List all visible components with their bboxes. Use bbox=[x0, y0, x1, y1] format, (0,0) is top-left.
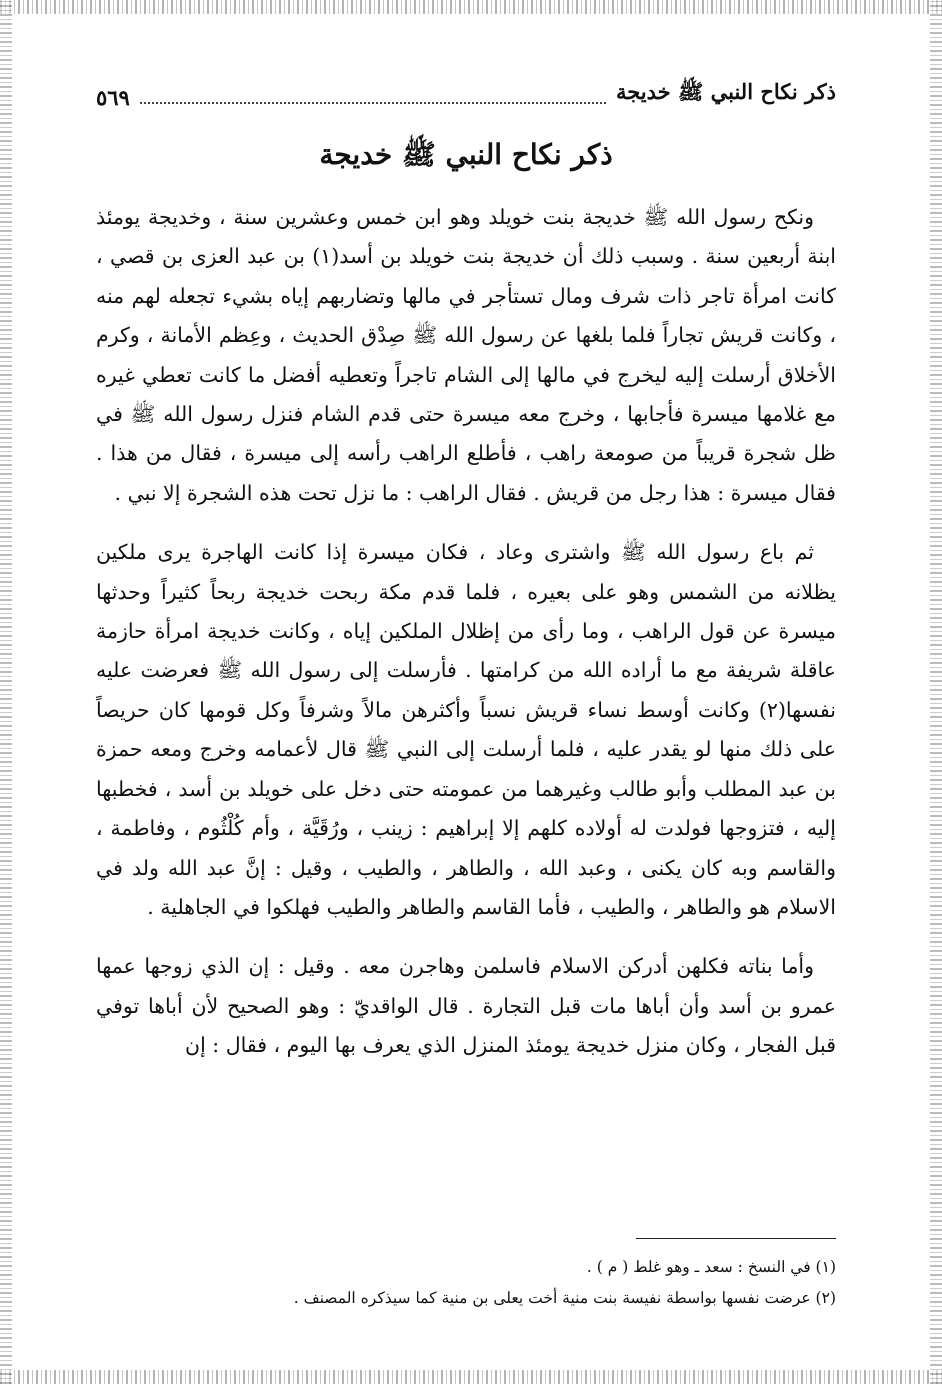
page-number: ٥٦٩ bbox=[96, 85, 130, 110]
body-text bbox=[96, 198, 836, 1066]
footnote-1: (١) في النسخ : سعد ـ وهو غلط ( م ) . bbox=[586, 1258, 836, 1276]
paragraph-2: ثم باع رسول الله ﷺ واشترى وعاد ، فكان ميسرة إذا كانت الهاجرة يرى ملكين يظلانه من الشمس وهو على بعيره ، فلما قدم مكة ربحت خديجة ربحاً كثيراً وحدثها ميسرة عن قول الراهب ، وما رأى من إظلال الملكين إياه ، وكانت خديجة امرأة حازمة عاقلة شريفة مع ما أراده الله من كرامتها . فأرسلت إلى رسول الله ﷺ فعرضت عليه نفسها(٢) وكانت أوسط نساء قريش نسباً وأكثرهن مالاً وشرفاً وكل قومها كان حريصاً على ذلك منها لو يقدر عليه ، فلما أرسلت إلى النبي ﷺ قال لأعمامه وخرج ومعه حمزة بن عبد المطلب وأبو طالب وغيرهما من عمومته حتى دخل على خويلد بن أسد ، فخطبها إليه ، فتزوجها فولدت له أولاده كلهم إلا إبراهيم : زينب ، ورُقَيَّة ، وأم كُلْثُوم ، وفاطمة ، والقاسم وبه كان يكنى ، وعبد الله ، والطاهر ، والطيب ، وقيل : إنَّ عبد الله ولد في الاسلام هو والطاهر ، والطيب ، فأما القاسم والطاهر والطيب فهلكوا في الجاهلية . bbox=[96, 540, 836, 919]
footnote-separator bbox=[636, 1238, 836, 1239]
footnote-2: (٢) عرضت نفسها بواسطة نفيسة بنت منية أخت يعلى بن منية كما سيذكره المصنف . bbox=[293, 1289, 836, 1307]
running-header bbox=[96, 80, 836, 110]
footnotes bbox=[96, 1252, 836, 1314]
paragraph-3: وأما بناته فكلهن أدركن الاسلام فاسلمن وهاجرن معه . وقيل : إن الذي زوجها عمها عمرو بن أسد وأن أباها مات قبل التجارة . قال الواقديّ : وهو الصحيح لأن أباها توفي قبل الفجار ، وكان منزل خديجة يومئذ المنزل الذي يعرف بها اليوم ، فقال : إن bbox=[96, 954, 836, 1058]
paragraph-1: ونكح رسول الله ﷺ خديجة بنت خويلد وهو ابن خمس وعشرين سنة ، وخديجة يومئذ ابنة أربعين سنة . وسبب ذلك أن خديجة بنت خويلد بن أسد(١) بن عبد العزى بن قصي ، كانت امرأة تاجر ذات شرف ومال تستأجر في مالها وتضاربهم إياه بشيء تجعله لهم منه ، وكانت قريش تجاراً فلما بلغها عن رسول الله ﷺ صِدْق الحديث ، وعِظم الأمانة ، وكرم الأخلاق أرسلت إليه ليخرج في مالها إلى الشام تاجراً وتعطيه أفضل ما كانت تعطي غيره مع غلامها ميسرة فأجابها ، وخرج معه ميسرة حتى قدم الشام فنزل رسول الله ﷺ في ظل شجرة قريباً من صومعة راهب ، فأطلع الراهب رأسه إلى ميسرة ، فقال من هذا . فقال ميسرة : هذا رجل من قريش . فقال الراهب : ما نزل تحت هذه الشجرة إلا نبي . bbox=[96, 205, 836, 505]
ornamental-border-left bbox=[0, 0, 12, 1384]
header-dotted-leader bbox=[140, 101, 606, 104]
ornamental-border-top bbox=[0, 0, 942, 14]
ornamental-border-right bbox=[930, 0, 942, 1384]
running-header-title: ذكر نكاح النبي ﷺ خديجة bbox=[615, 79, 836, 104]
ornamental-border-bottom bbox=[0, 1370, 942, 1384]
chapter-title: ذكر نكاح النبي ﷺ خديجة bbox=[319, 138, 613, 171]
